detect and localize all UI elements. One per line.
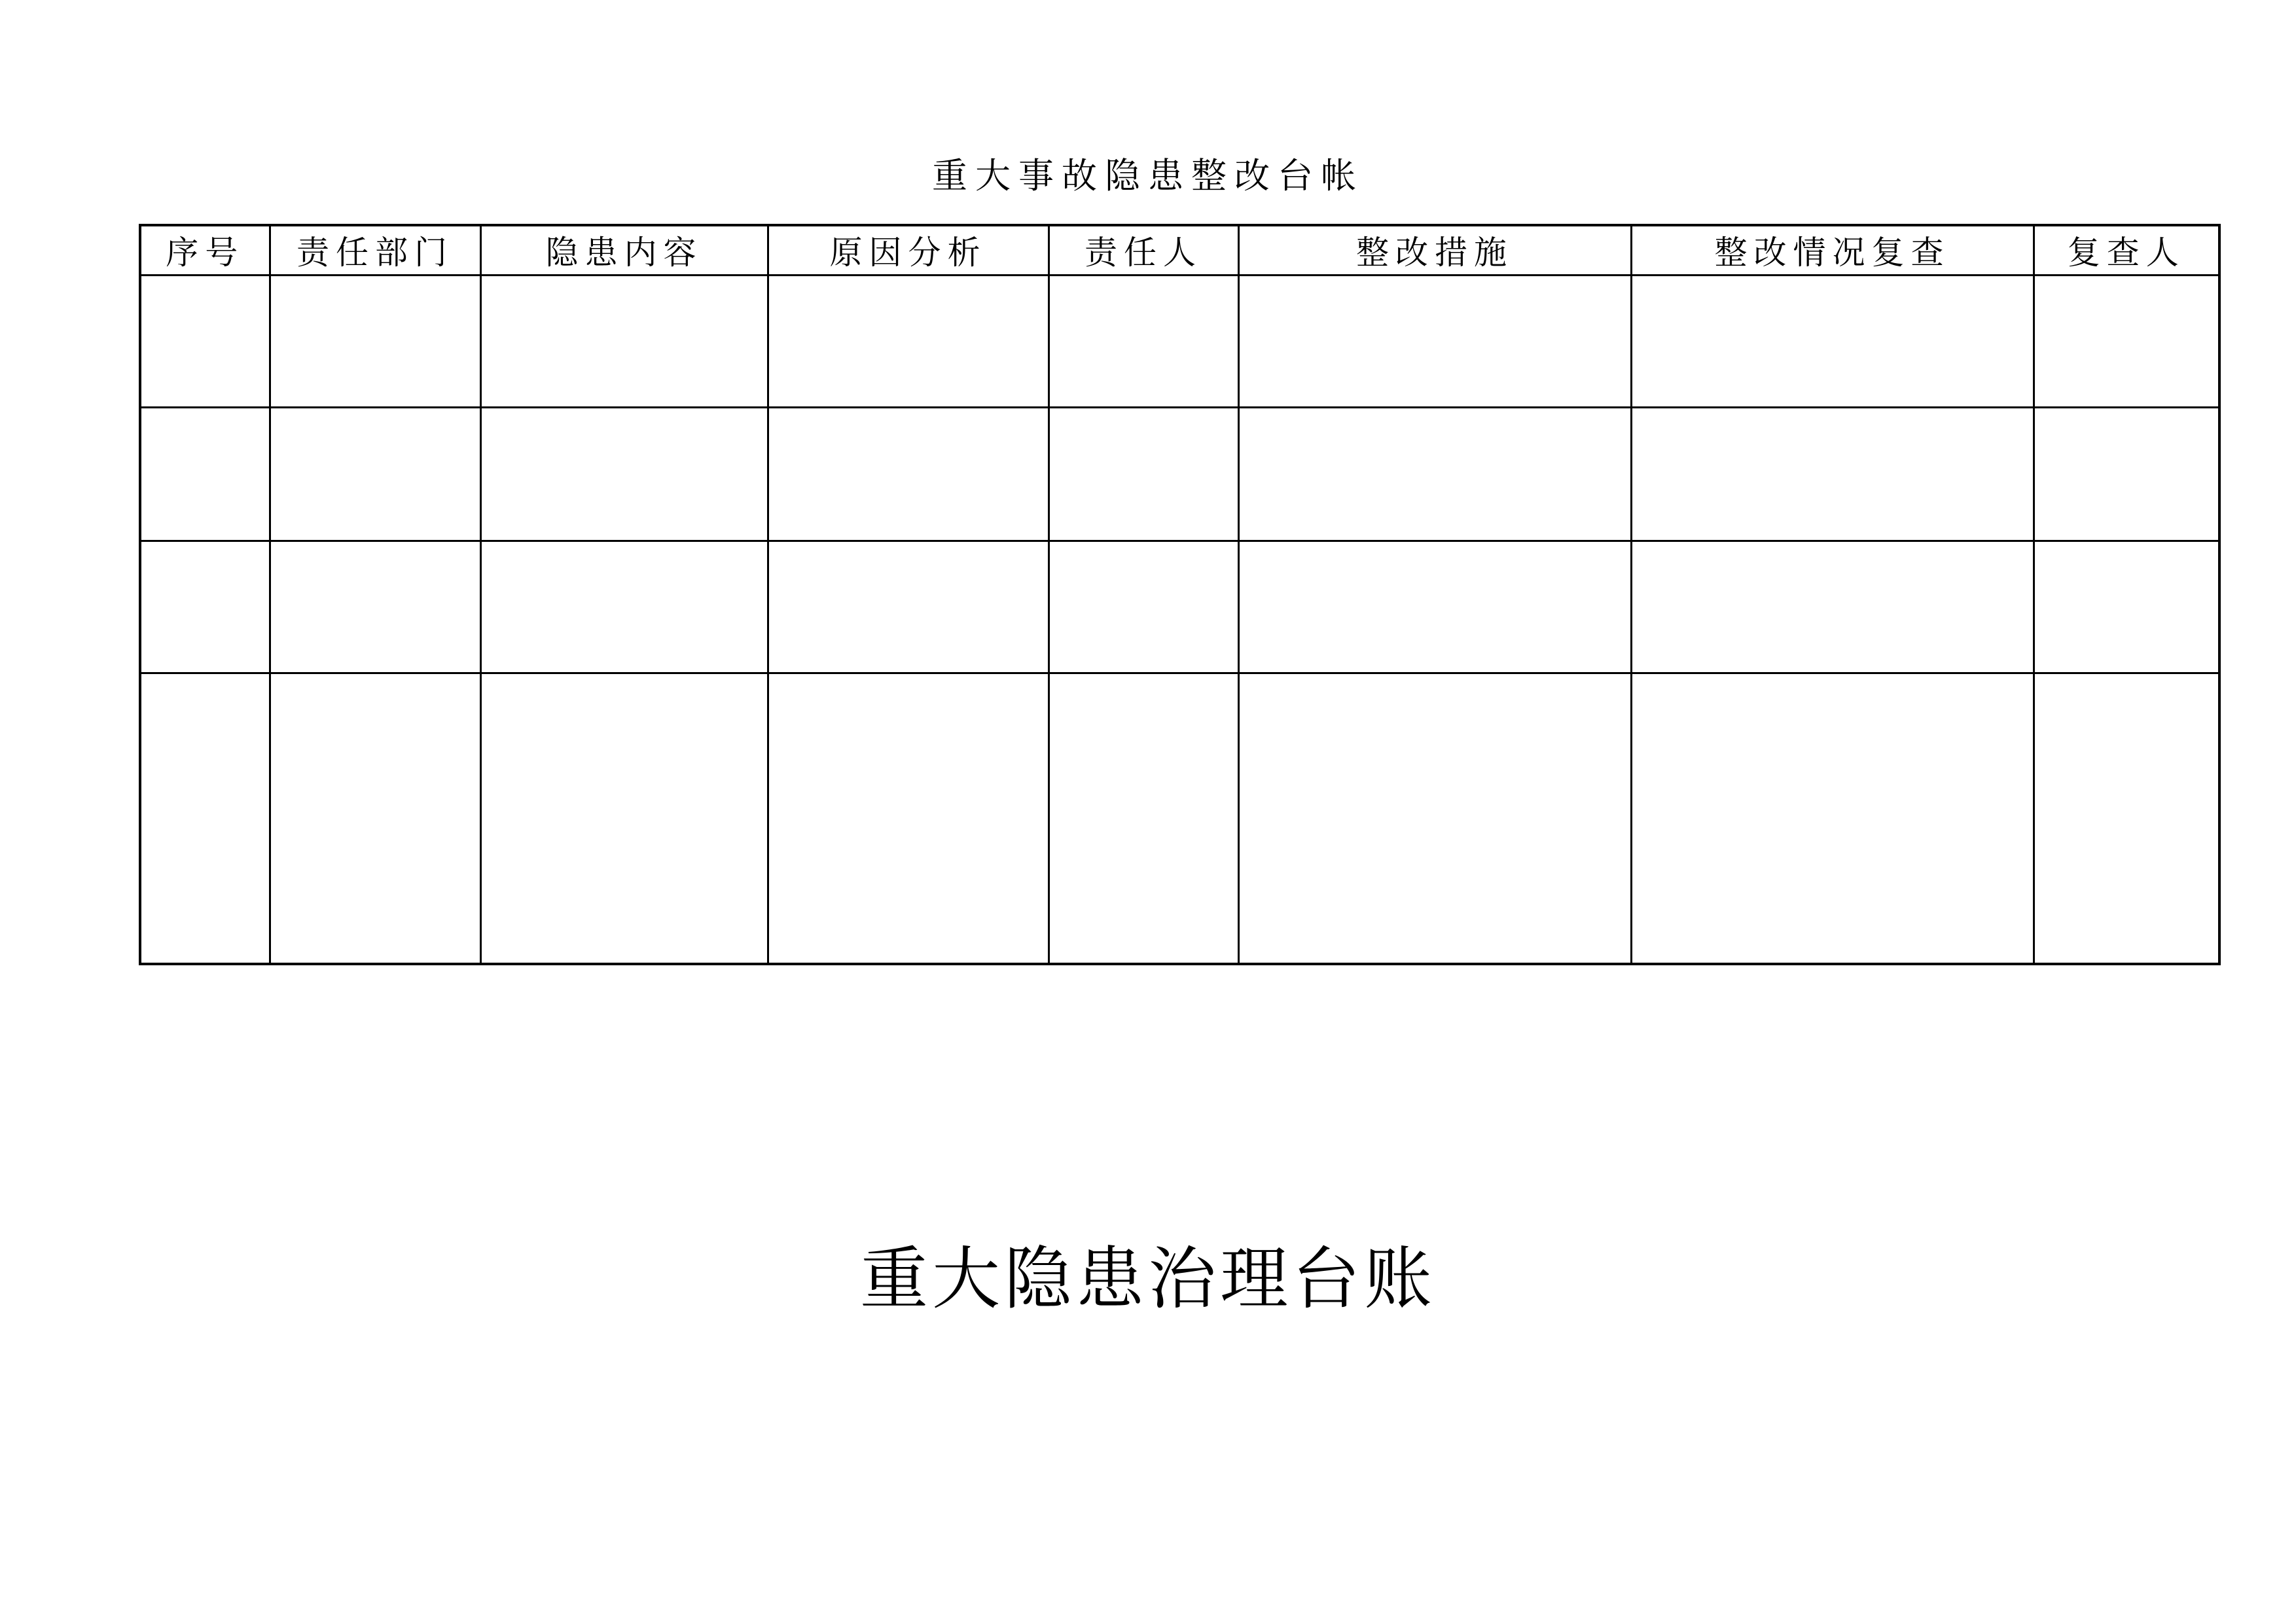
table-cell xyxy=(1631,541,2034,673)
col-header-responsible-person: 责任人 xyxy=(1049,225,1238,275)
table-cell xyxy=(140,541,270,673)
table-cell xyxy=(2034,275,2219,407)
table-cell xyxy=(270,541,480,673)
table-cell xyxy=(480,673,768,964)
table-cell xyxy=(2034,541,2219,673)
table-cell xyxy=(480,407,768,541)
table-cell xyxy=(768,541,1049,673)
table-cell xyxy=(140,407,270,541)
table-cell xyxy=(2034,673,2219,964)
table-cell xyxy=(1238,541,1631,673)
table-cell xyxy=(768,407,1049,541)
table-header-row xyxy=(140,225,2219,275)
col-header-serial-number: 序号 xyxy=(140,225,270,275)
table-row xyxy=(140,275,2219,407)
table-cell xyxy=(140,673,270,964)
table-cell xyxy=(1238,275,1631,407)
table-cell xyxy=(1049,673,1238,964)
table-cell xyxy=(1049,407,1238,541)
table-cell xyxy=(768,673,1049,964)
col-header-hazard-content: 隐患内容 xyxy=(480,225,768,275)
rectification-ledger-table xyxy=(139,224,2221,965)
col-header-reviewer: 复查人 xyxy=(2034,225,2219,275)
table-cell xyxy=(270,275,480,407)
table-cell xyxy=(480,275,768,407)
table-cell xyxy=(270,673,480,964)
col-header-rectification-measures: 整改措施 xyxy=(1238,225,1631,275)
col-header-cause-analysis: 原因分析 xyxy=(768,225,1049,275)
table-cell xyxy=(1049,275,1238,407)
table-cell xyxy=(1631,673,2034,964)
table-row xyxy=(140,407,2219,541)
table-cell xyxy=(270,407,480,541)
page-title: 重大事故隐患整改台帐 xyxy=(932,156,1364,196)
table-cell xyxy=(480,541,768,673)
col-header-responsible-department: 责任部门 xyxy=(270,225,480,275)
table-cell xyxy=(1049,541,1238,673)
table-cell xyxy=(1631,275,2034,407)
table-cell xyxy=(1238,673,1631,964)
table-cell xyxy=(1238,407,1631,541)
table-cell xyxy=(140,275,270,407)
table-cell xyxy=(2034,407,2219,541)
table-row xyxy=(140,541,2219,673)
table-row xyxy=(140,673,2219,964)
section-title: 重大隐患治理台账 xyxy=(859,1242,1436,1317)
col-header-rectification-review: 整改情况复查 xyxy=(1631,225,2034,275)
table-cell xyxy=(768,275,1049,407)
table-cell xyxy=(1631,407,2034,541)
